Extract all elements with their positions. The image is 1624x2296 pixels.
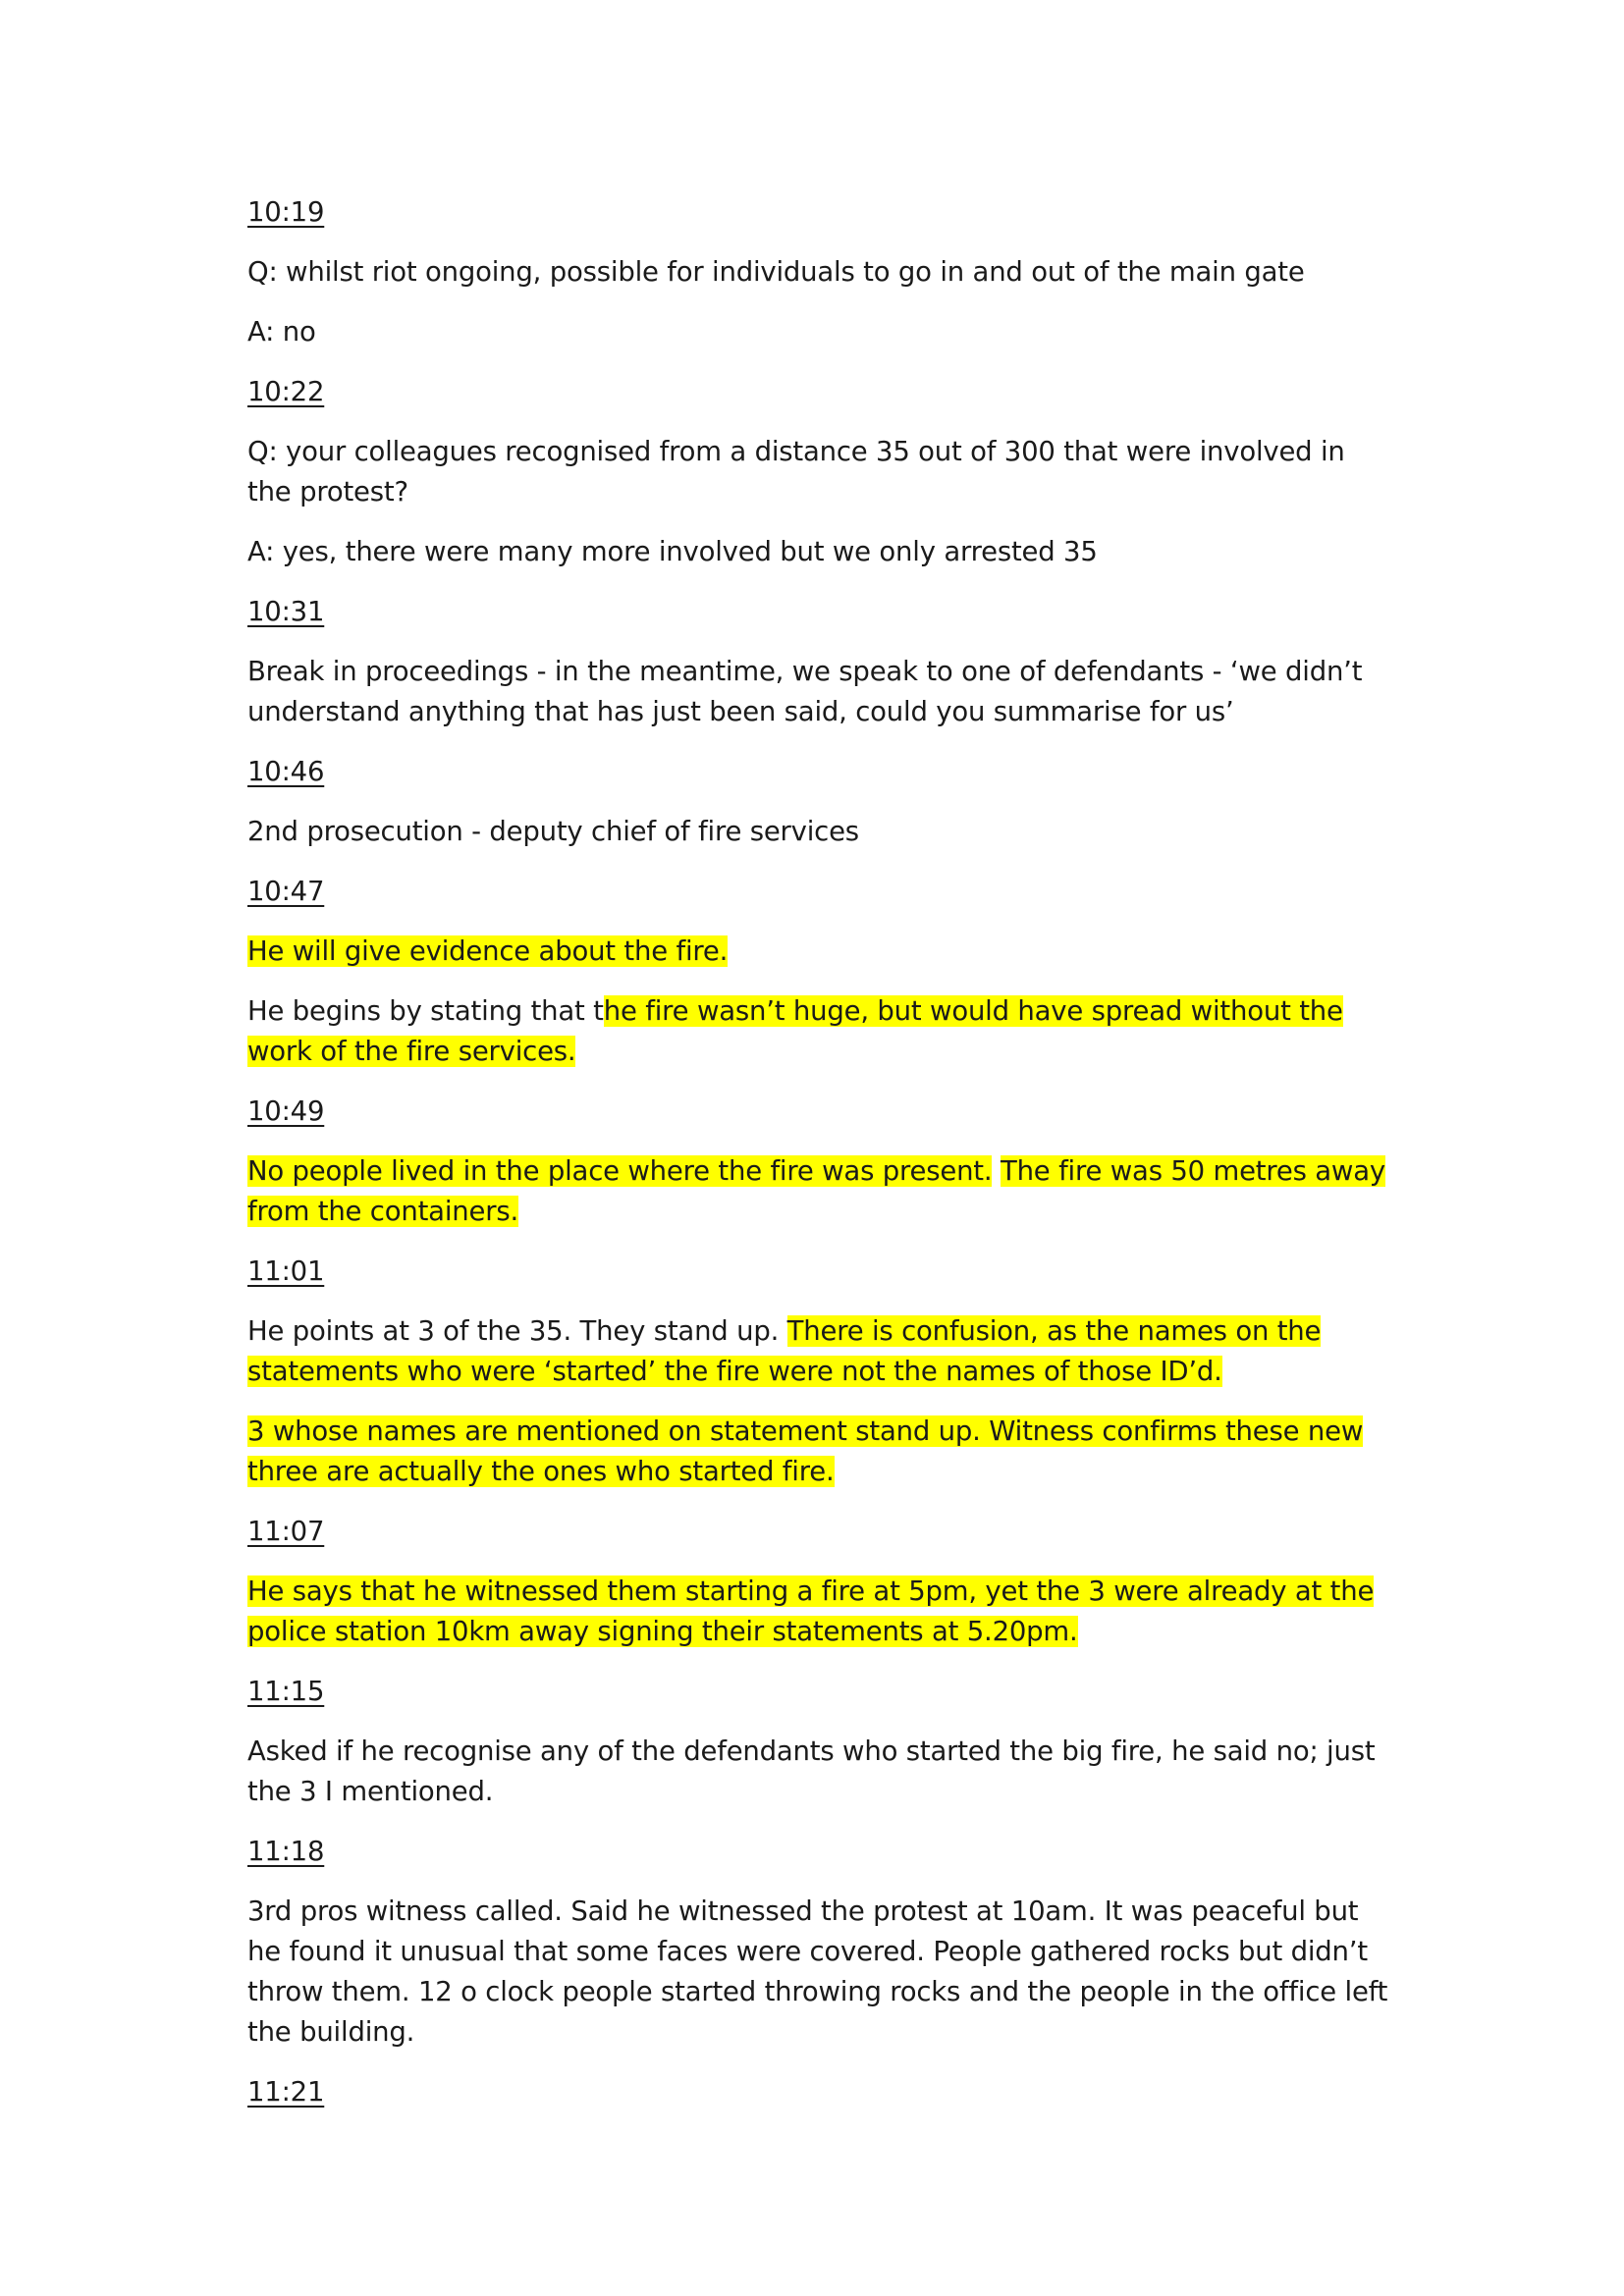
timestamp: [247, 192, 1396, 233]
paragraph-text: A: yes, there were many more involved but we only arrested 35: [247, 536, 1098, 567]
transcript-paragraph: [247, 1412, 1396, 1492]
timestamp: [247, 592, 1396, 632]
timestamp: [247, 1252, 1396, 1292]
timestamp: [247, 372, 1396, 412]
timestamp-text: 10:49: [247, 1095, 325, 1127]
paragraph-text: Break in proceedings - in the meantime, we speak to one of defendants - ‘we didn’t understand anything that has just been said, could you summarise for us’: [247, 656, 1363, 727]
highlighted-text: He says that he witnessed them starting a fire at 5pm, yet the 3 were already at the police station 10km away signing their statements at 5.20pm.: [247, 1575, 1375, 1647]
timestamp: [247, 872, 1396, 912]
transcript-paragraph: [247, 652, 1396, 732]
paragraph-text: A: no: [247, 316, 316, 347]
transcript-paragraph: [247, 812, 1396, 852]
transcript-paragraph: [247, 1311, 1396, 1392]
timestamp-text: 11:18: [247, 1836, 325, 1867]
timestamp-text: 11:07: [247, 1516, 325, 1547]
timestamp-text: 11:01: [247, 1255, 325, 1287]
timestamp-text: 11:15: [247, 1676, 325, 1707]
timestamp: [247, 752, 1396, 792]
highlighted-text: he fire wasn’t huge, but would have spread without the work of the fire services.: [247, 995, 1343, 1067]
highlighted-text: No people lived in the place where the fire was present.: [247, 1155, 993, 1187]
timestamp: [247, 1092, 1396, 1132]
timestamp-text: 10:46: [247, 756, 325, 787]
paragraph-text: 2nd prosecution - deputy chief of fire services: [247, 816, 859, 847]
transcript-body: [247, 192, 1396, 2132]
transcript-paragraph: [247, 252, 1396, 293]
transcript-paragraph: [247, 432, 1396, 512]
highlighted-text: 3 whose names are mentioned on statement stand up. Witness confirms these new three are actually the ones who started fire.: [247, 1415, 1364, 1487]
transcript-paragraph: [247, 532, 1396, 572]
transcript-paragraph: [247, 991, 1396, 1072]
transcript-paragraph: [247, 1151, 1396, 1232]
highlighted-text: He will give evidence about the fire.: [247, 935, 729, 967]
paragraph-text: He points at 3 of the 35. They stand up.: [247, 1315, 787, 1347]
timestamp: [247, 2072, 1396, 2112]
paragraph-text: He begins by stating that t: [247, 995, 604, 1027]
transcript-paragraph: [247, 932, 1396, 972]
paragraph-text: Q: whilst riot ongoing, possible for individuals to go in and out of the main gate: [247, 256, 1305, 288]
paragraph-text: Q: your colleagues recognised from a distance 35 out of 300 that were involved in the protest?: [247, 436, 1345, 507]
timestamp-text: 10:22: [247, 376, 325, 407]
highlighted-text: There is confusion, as the names on the statements who were ‘started’ the fire were not the names of those ID’d.: [247, 1315, 1322, 1387]
paragraph-text: 3rd pros witness called. Said he witnessed the protest at 10am. It was peaceful but he found it unusual that some faces were covered. People gathered rocks but didn’t throw them. 12 o clock people started throwing rocks and the people in the office left the building.: [247, 1896, 1388, 2048]
timestamp-text: 11:21: [247, 2076, 325, 2108]
timestamp-text: 10:47: [247, 876, 325, 907]
paragraph-text: Asked if he recognise any of the defendants who started the big fire, he said no; just the 3 I mentioned.: [247, 1735, 1376, 1807]
timestamp-text: 10:19: [247, 196, 325, 228]
transcript-paragraph: [247, 312, 1396, 352]
paragraph-text: [992, 1155, 1001, 1187]
transcript-paragraph: [247, 1892, 1396, 2053]
transcript-paragraph: [247, 1572, 1396, 1652]
highlighted-text: The fire was 50 metres away from the containers.: [247, 1155, 1385, 1227]
timestamp: [247, 1672, 1396, 1712]
transcript-paragraph: [247, 1732, 1396, 1812]
timestamp-text: 10:31: [247, 596, 325, 627]
timestamp: [247, 1832, 1396, 1872]
timestamp: [247, 1512, 1396, 1552]
